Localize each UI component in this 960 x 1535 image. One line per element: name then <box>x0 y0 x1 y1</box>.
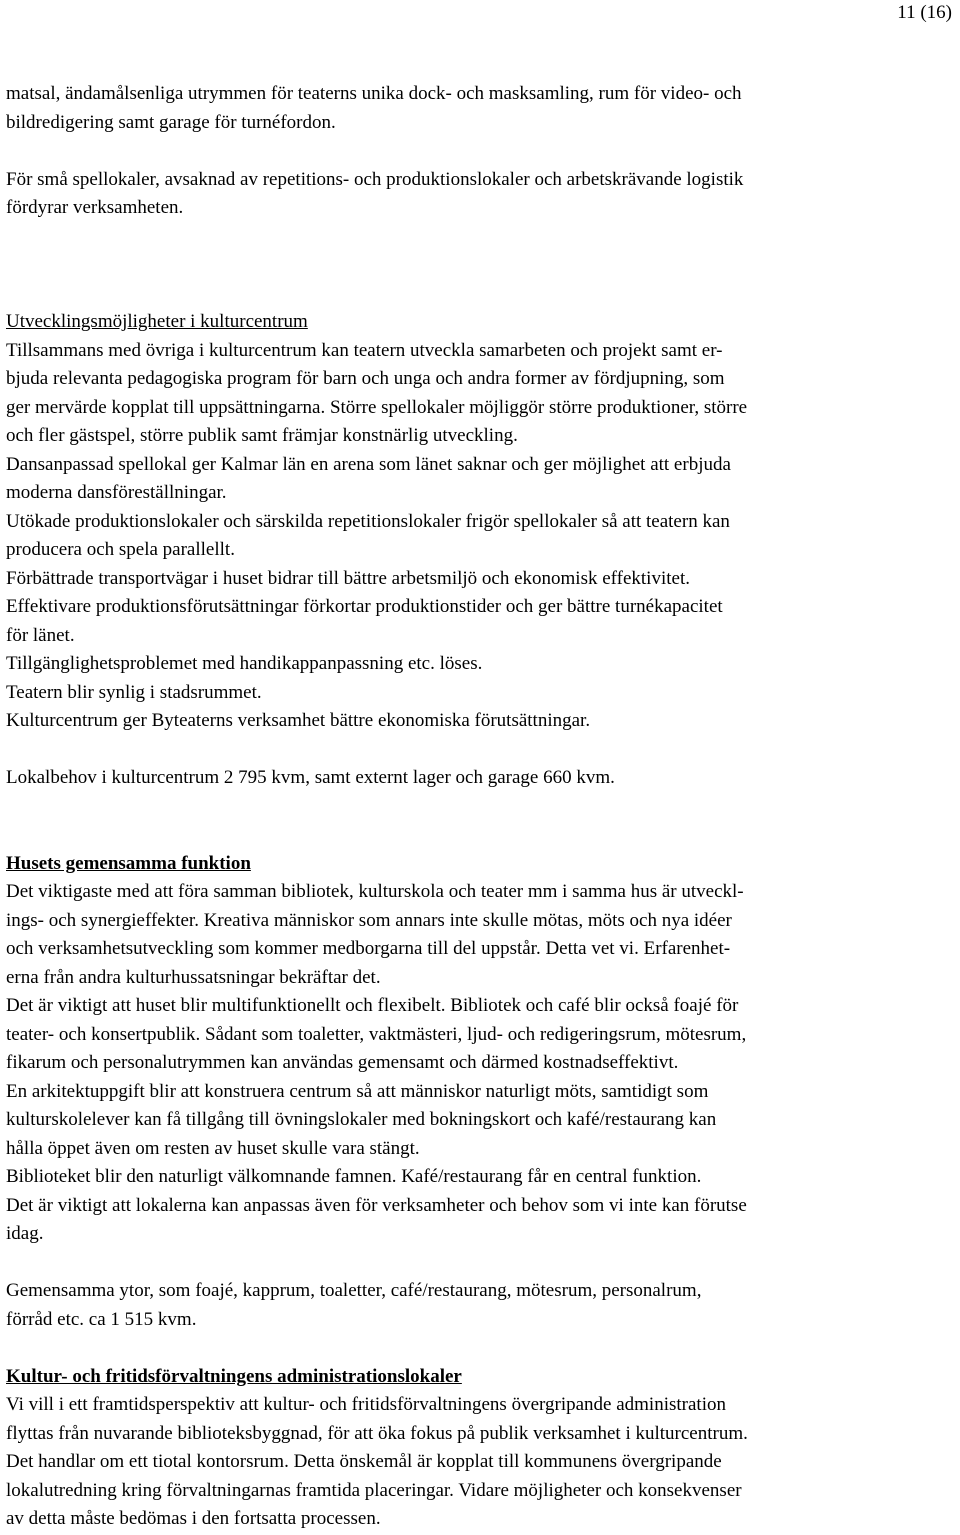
text-line: Utökade produktionslokaler och särskilda repetitionslokaler frigör spellokaler så att teatern kan <box>6 510 730 532</box>
section-summary <box>6 1277 954 1334</box>
text-line: och fler gästspel, större publik samt främjar konstnärlig utveckling. <box>6 425 518 446</box>
text-line: idag. <box>6 1223 44 1244</box>
section-heading: Husets gemensamma funktion <box>6 852 251 874</box>
text-line: producera och spela parallellt. <box>6 539 235 560</box>
text-line: kulturskolelever kan få tillgång till övningslokaler med bokningskort och kafé/restaurang kan <box>6 1109 717 1130</box>
text-line: bildredigering samt garage för turnéfordon. <box>6 111 336 133</box>
section-body <box>6 337 954 736</box>
text-line: Biblioteket blir den naturligt välkomnande famnen. Kafé/restaurang får en central funktion. <box>6 1166 702 1187</box>
text-line: av detta måste bedömas i den fortsatta processen. <box>6 1508 381 1529</box>
text-line: Det är viktigt att huset blir multifunktionellt och flexibelt. Bibliotek och café blir också foajé för <box>6 995 739 1016</box>
text-line: Vi vill i ett framtidsperspektiv att kultur- och fritidsförvaltningens övergripande administration <box>6 1394 726 1415</box>
text-line: och verksamhetsutveckling som kommer medborgarna till del uppstår. Detta vet vi. Erfarenhet- <box>6 938 731 959</box>
section-body <box>6 1391 954 1534</box>
text-line: lokalutredning kring förvaltningarnas framtida placeringar. Vidare möjligheter och konsekvenser <box>6 1479 742 1501</box>
text-line: matsal, ändamålsenliga utrymmen för teaterns unika dock- och masksamling, rum för video- och <box>6 83 742 104</box>
text-line: moderna dansföreställningar. <box>6 482 227 503</box>
text-line: fördyrar verksamheten. <box>6 197 184 218</box>
intro-paragraph-2 <box>6 166 954 223</box>
text-line: bjuda relevanta pedagogiska program för barn och unga och andra former av fördjupning, som <box>6 368 725 389</box>
section-heading: Utvecklingsmöjligheter i kulturcentrum <box>6 311 308 332</box>
section-husets-gemensamma-funktion <box>6 850 954 1335</box>
section-summary: Lokalbehov i kulturcentrum 2 795 kvm, samt externt lager och garage 660 kvm. <box>6 767 615 788</box>
text-line: Dansanpassad spellokal ger Kalmar län en arena som länet saknar och ger möjlighet att erbjuda <box>6 453 731 475</box>
text-line: Tillgänglighetsproblemet med handikappanpassning etc. löses. <box>6 653 483 674</box>
text-line: Det viktigaste med att föra samman bibliotek, kulturskola och teater mm i samma hus är utveckl- <box>6 881 744 902</box>
text-line: erna från andra kulturhussatsningar bekräftar det. <box>6 966 381 988</box>
text-line: förråd etc. ca 1 515 kvm. <box>6 1308 197 1330</box>
text-line: ings- och synergieffekter. Kreativa människor som annars inte skulle mötas, möts och nya idéer <box>6 909 732 931</box>
page-number: 11 (16) <box>897 2 952 23</box>
text-line: Tillsammans med övriga i kulturcentrum kan teatern utveckla samarbeten och projekt samt er- <box>6 339 723 361</box>
text-line: Kulturcentrum ger Byteaterns verksamhet bättre ekonomiska förutsättningar. <box>6 710 591 731</box>
text-line: Effektivare produktionsförutsättningar förkortar produktionstider och ger bättre turnékapacitet <box>6 596 723 617</box>
text-line: teater- och konsertpublik. Sådant som toaletter, vaktmästeri, ljud- och redigeringsrum, mötesrum, <box>6 1023 747 1045</box>
text-line: Det är viktigt att lokalerna kan anpassas även för verksamheter och behov som vi inte kan förutse <box>6 1194 747 1216</box>
text-line: Förbättrade transportvägar i huset bidrar till bättre arbetsmiljö och ekonomisk effektivitet. <box>6 567 690 589</box>
text-line: En arkitektuppgift blir att konstruera centrum så att människor naturligt möts, samtidigt som <box>6 1080 709 1102</box>
text-line: För små spellokaler, avsaknad av repetitions- och produktionslokaler och arbetskrävande logistik <box>6 168 744 190</box>
document-body <box>6 80 954 1534</box>
section-body <box>6 878 954 1249</box>
section-administrationslokaler <box>6 1363 954 1534</box>
text-line: flyttas från nuvarande biblioteksbyggnad, för att öka fokus på publik verksamhet i kulturcentrum. <box>6 1422 748 1444</box>
text-line: hålla öppet även om resten av huset skulle vara stängt. <box>6 1137 420 1159</box>
text-line: Teatern blir synlig i stadsrummet. <box>6 681 262 703</box>
text-line: Det handlar om ett tiotal kontorsrum. Detta önskemål är kopplat till kommunens övergripande <box>6 1451 722 1472</box>
text-line: för länet. <box>6 624 75 646</box>
intro-paragraph-1 <box>6 80 954 137</box>
section-utvecklingsmojligheter <box>6 308 954 793</box>
section-heading: Kultur- och fritidsförvaltningens administrationslokaler <box>6 1365 462 1387</box>
text-line: ger mervärde kopplat till uppsättningarna. Större spellokaler möjliggör större produktioner, större <box>6 396 748 418</box>
text-line: Gemensamma ytor, som foajé, kapprum, toaletter, café/restaurang, mötesrum, personalrum, <box>6 1280 702 1301</box>
text-line: fikarum och personalutrymmen kan användas gemensamt och därmed kostnadseffektivt. <box>6 1052 679 1073</box>
